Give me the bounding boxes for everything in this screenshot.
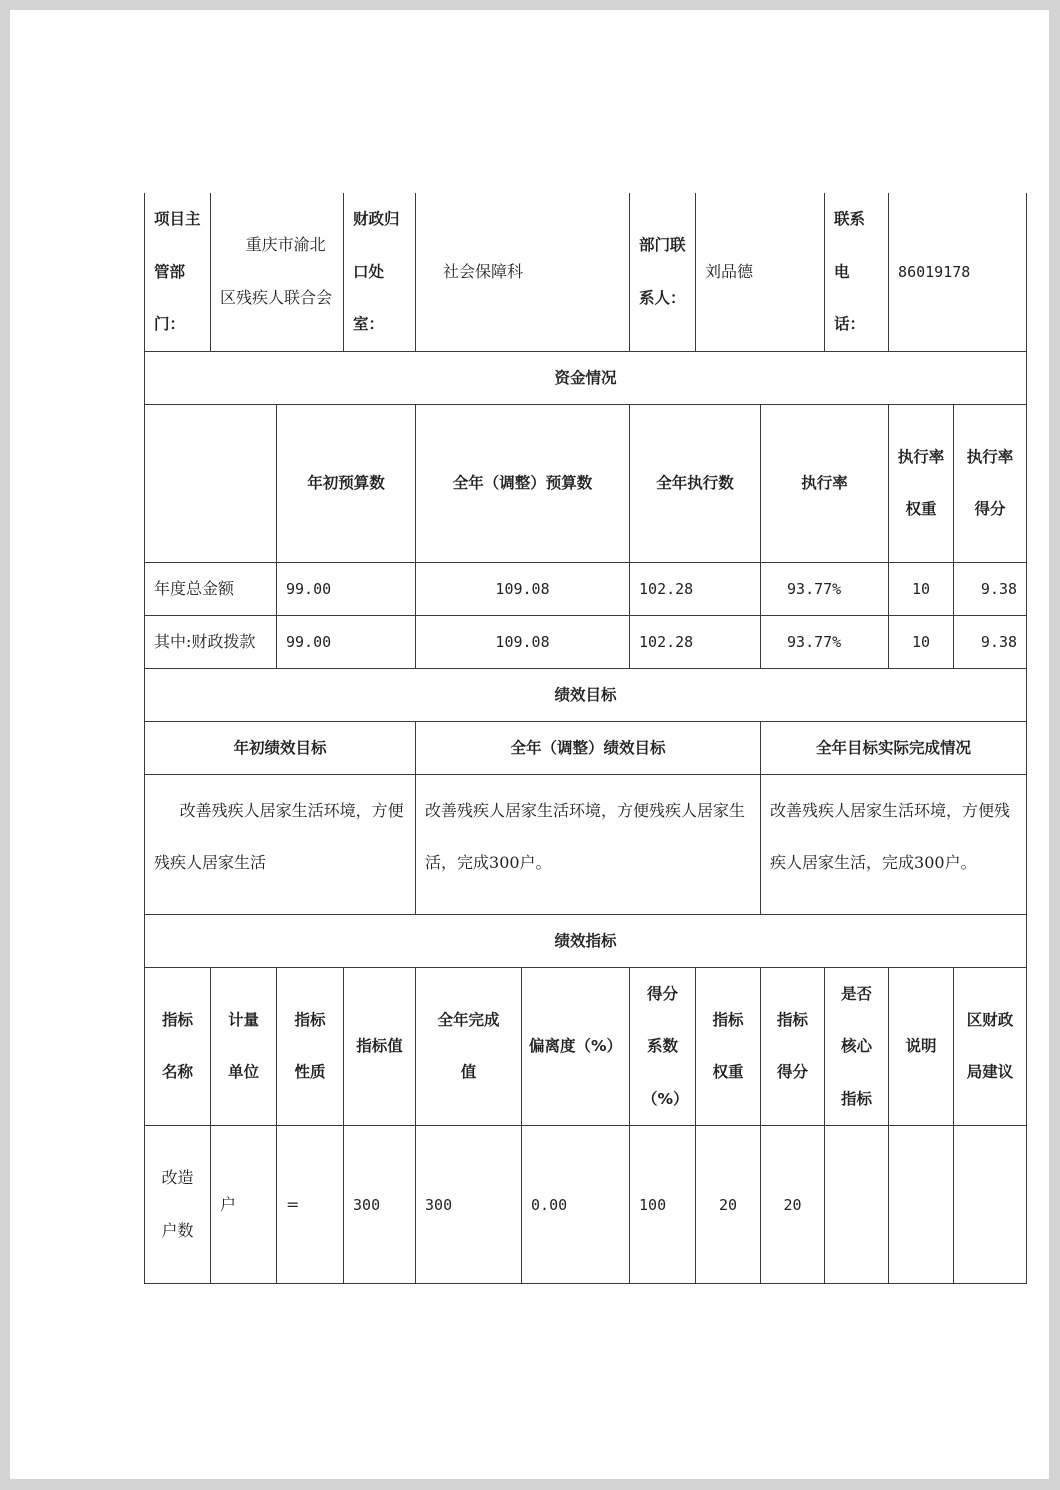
funds-cell-weight: 10 xyxy=(889,615,954,668)
project-dept-label: 项目主管部门： xyxy=(145,193,211,351)
project-dept-value: 重庆市渝北区残疾人联合会 xyxy=(211,193,344,351)
goals-actual-text: 改善残疾人居家生活环境，方便残疾人居家生活，完成300户。 xyxy=(770,800,1011,872)
funds-cell-adjusted: 109.08 xyxy=(416,615,630,668)
ind-col-unit: 计量单位 xyxy=(211,967,277,1126)
finance-office-label: 财政归口处室： xyxy=(344,193,416,351)
funds-section-row xyxy=(145,351,1027,404)
document-page xyxy=(10,10,1049,1479)
funds-cell-initial: 99.00 xyxy=(277,615,416,668)
ind-cell-nature: = xyxy=(277,1126,344,1284)
ind-col-core: 是否核心指标 xyxy=(825,967,889,1126)
funds-section-title: 资金情况 xyxy=(145,351,1027,404)
indicators-header-row xyxy=(145,967,1027,1126)
ind-cell-core xyxy=(825,1126,889,1284)
goals-col-adjusted: 全年（调整）绩效目标 xyxy=(416,721,761,774)
funds-cell-score: 9.38 xyxy=(954,562,1027,615)
phone-value: 86019178 xyxy=(889,193,1027,351)
ind-cell-note xyxy=(889,1126,954,1284)
ind-col-deviation: 偏离度（%） xyxy=(522,967,630,1126)
funds-col-executed: 全年执行数 xyxy=(630,404,761,562)
ind-col-name: 指标名称 xyxy=(145,967,211,1126)
performance-evaluation-table xyxy=(144,193,1027,1284)
ind-cell-target: 300 xyxy=(344,1126,416,1284)
goals-col-actual: 全年目标实际完成情况 xyxy=(761,721,1027,774)
goals-adjusted-text: 改善残疾人居家生活环境，方便残疾人居家生活，完成300户。 xyxy=(425,800,746,872)
ind-cell-completed: 300 xyxy=(416,1126,522,1284)
goals-content-row xyxy=(145,774,1027,914)
ind-col-suggestion: 区财政局建议 xyxy=(954,967,1027,1126)
funds-cell-weight: 10 xyxy=(889,562,954,615)
header-row xyxy=(145,193,1027,351)
ind-col-target: 指标值 xyxy=(344,967,416,1126)
funds-col-weight: 执行率权重 xyxy=(889,404,954,562)
funds-cell-initial: 99.00 xyxy=(277,562,416,615)
ind-col-nature: 指标性质 xyxy=(277,967,344,1126)
ind-cell-name: 改造户数 xyxy=(145,1126,211,1284)
indicators-row xyxy=(145,1126,1027,1284)
funds-col-initial: 年初预算数 xyxy=(277,404,416,562)
funds-row-fiscal xyxy=(145,615,1027,668)
funds-col-rate: 执行率 xyxy=(761,404,889,562)
goals-col-initial: 年初绩效目标 xyxy=(145,721,416,774)
goals-header-row xyxy=(145,721,1027,774)
funds-header-row xyxy=(145,404,1027,562)
goals-section-title: 绩效目标 xyxy=(145,668,1027,721)
ind-col-score: 指标得分 xyxy=(761,967,825,1126)
ind-col-coef: 得分系数（%） xyxy=(630,967,696,1126)
ind-col-weight: 指标权重 xyxy=(696,967,761,1126)
contact-person-label: 部门联系人： xyxy=(630,193,696,351)
ind-cell-score: 20 xyxy=(761,1126,825,1284)
ind-col-completed: 全年完成值 xyxy=(416,967,522,1126)
phone-label: 联系电话： xyxy=(825,193,889,351)
funds-row-label: 年度总金额 xyxy=(145,562,277,615)
ind-cell-suggestion xyxy=(954,1126,1027,1284)
funds-cell-rate: 93.77% xyxy=(761,615,889,668)
funds-row-total xyxy=(145,562,1027,615)
goals-section-row xyxy=(145,668,1027,721)
indicators-section-row xyxy=(145,914,1027,967)
ind-col-note: 说明 xyxy=(889,967,954,1126)
funds-col-adjusted: 全年（调整）预算数 xyxy=(416,404,630,562)
finance-office-value: 社会保障科 xyxy=(416,193,630,351)
ind-cell-unit: 户 xyxy=(211,1126,277,1284)
funds-header-blank xyxy=(145,404,277,562)
ind-cell-weight: 20 xyxy=(696,1126,761,1284)
indicators-section-title: 绩效指标 xyxy=(145,914,1027,967)
funds-cell-executed: 102.28 xyxy=(630,562,761,615)
contact-person-value: 刘品德 xyxy=(696,193,825,351)
goals-initial-text: 改善残疾人居家生活环境，方便残疾人居家生活 xyxy=(154,800,404,872)
funds-row-label: 其中:财政拨款 xyxy=(145,615,277,668)
ind-cell-coef: 100 xyxy=(630,1126,696,1284)
funds-cell-rate: 93.77% xyxy=(761,562,889,615)
funds-cell-score: 9.38 xyxy=(954,615,1027,668)
ind-cell-deviation: 0.00 xyxy=(522,1126,630,1284)
funds-cell-adjusted: 109.08 xyxy=(416,562,630,615)
funds-cell-executed: 102.28 xyxy=(630,615,761,668)
funds-col-score: 执行率得分 xyxy=(954,404,1027,562)
